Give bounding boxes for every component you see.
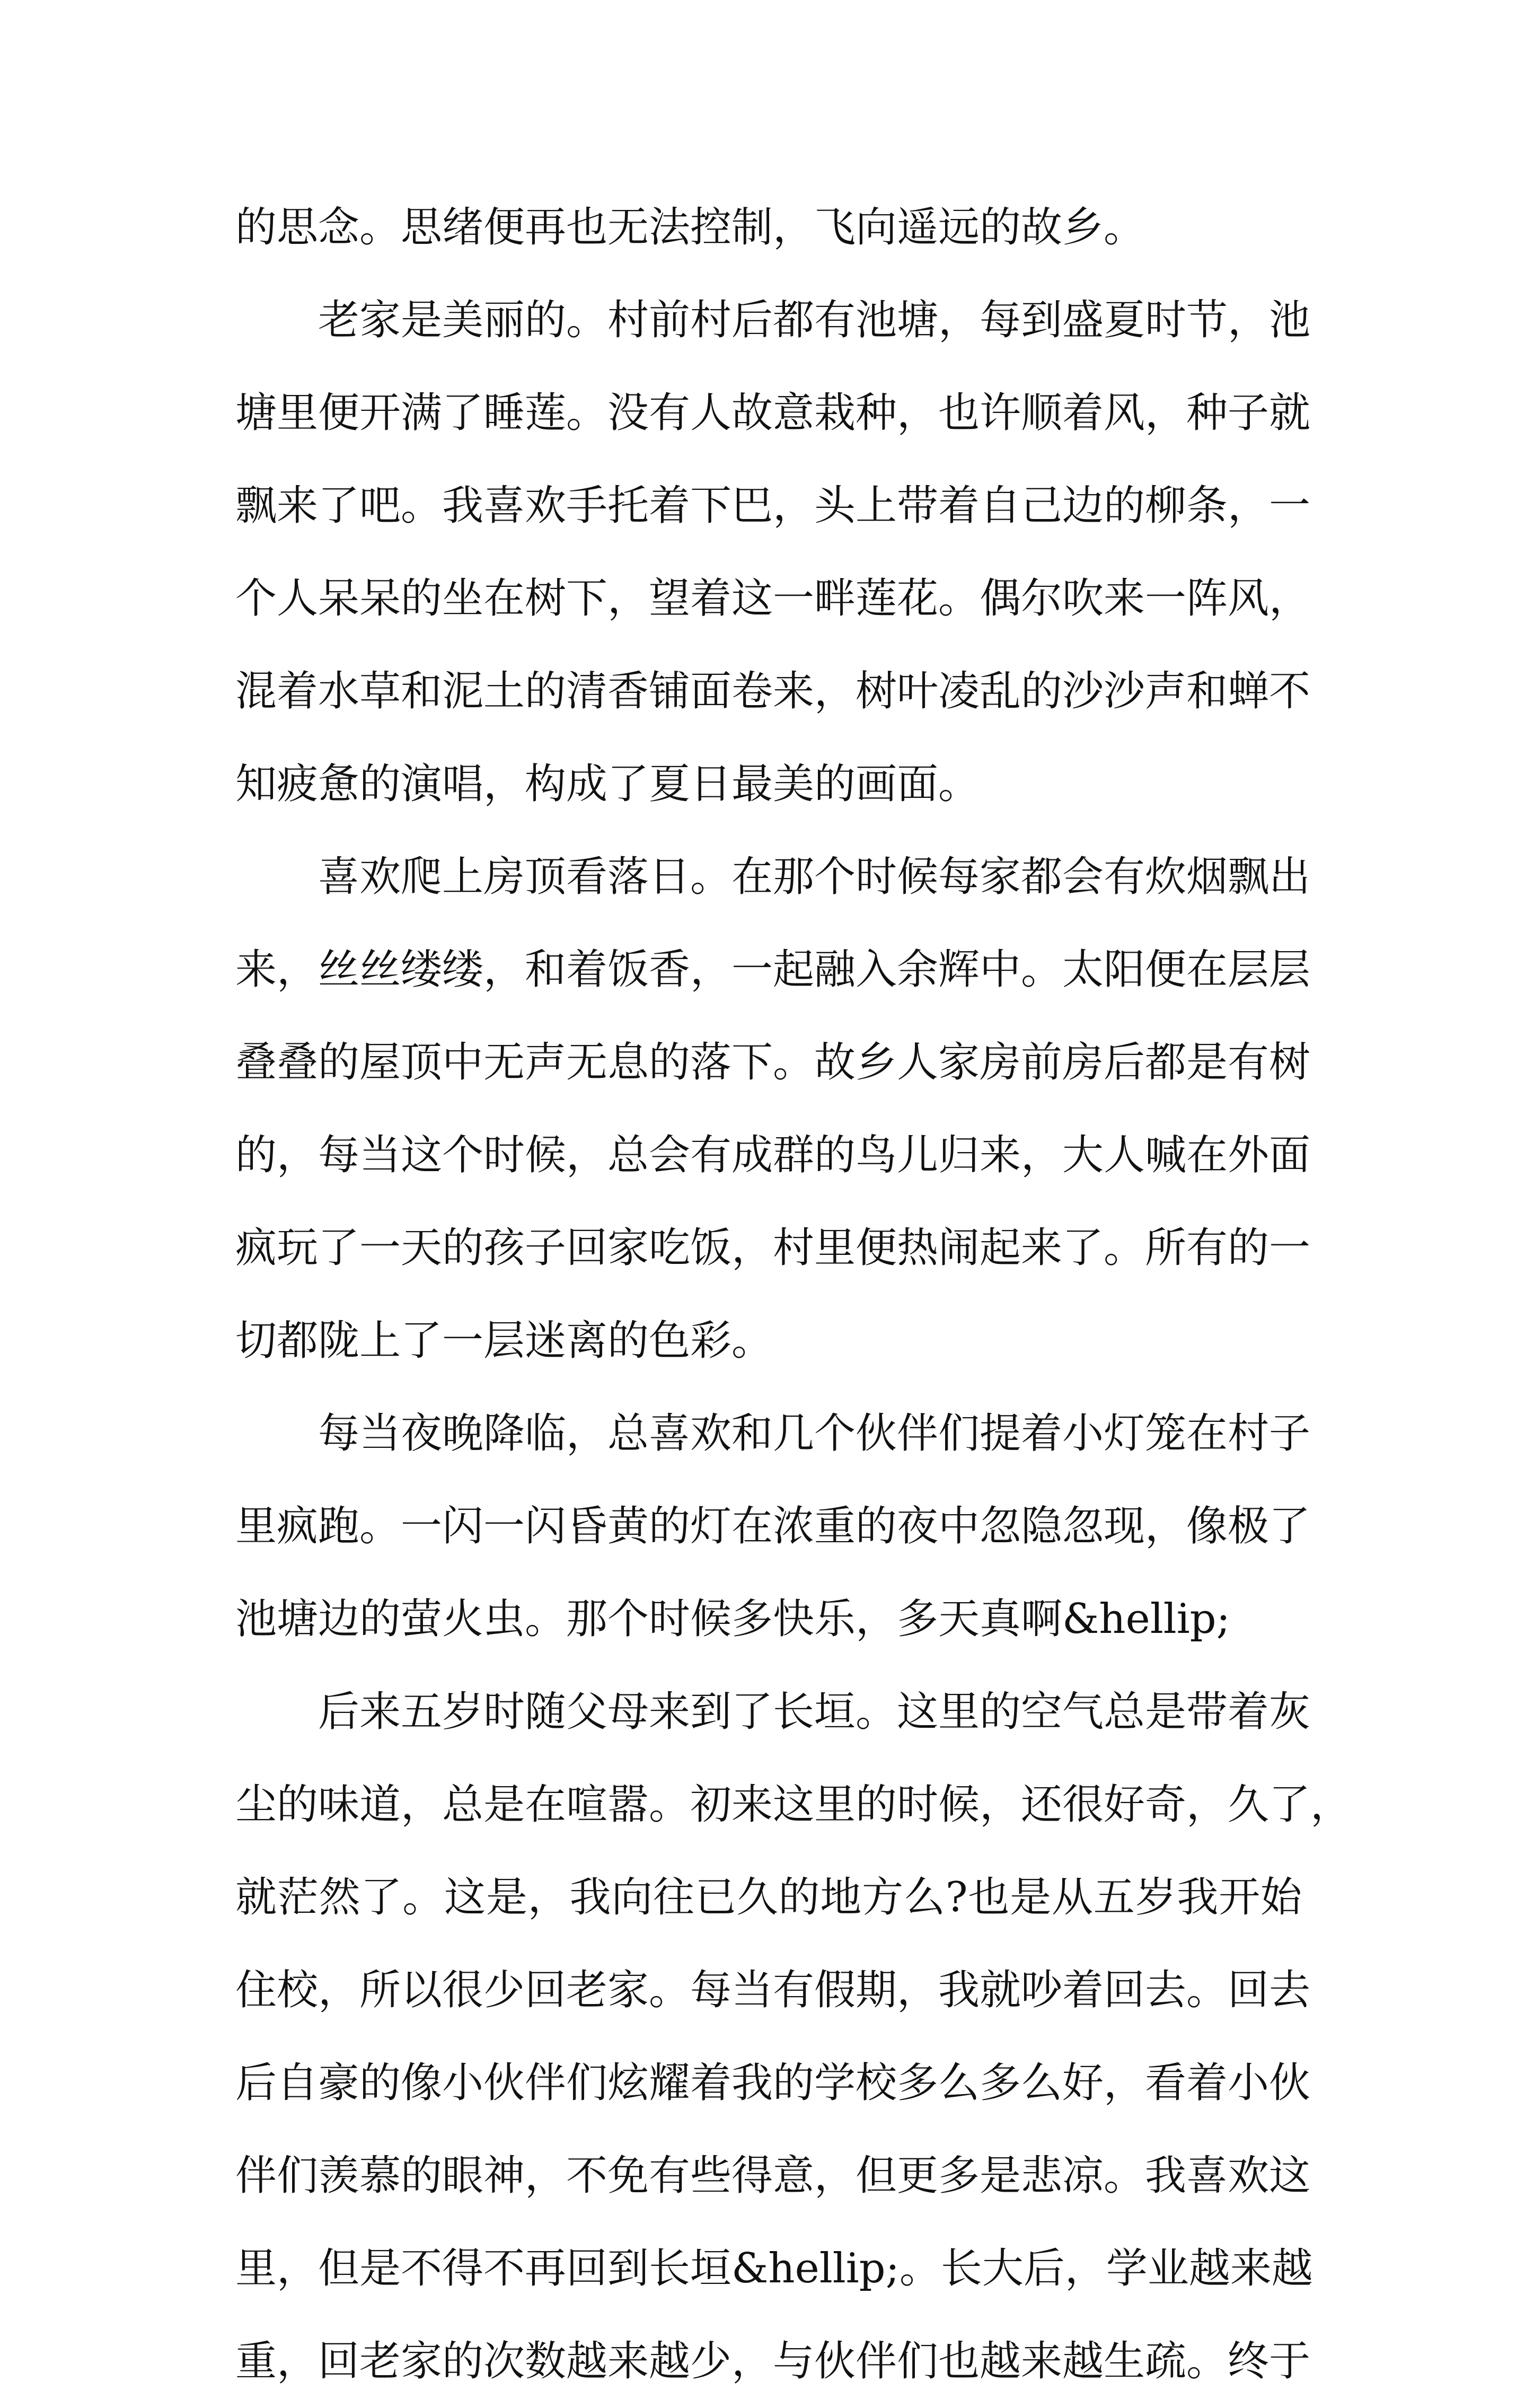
text-line: 住校，所以很少回老家。每当有假期，我就吵着回去。回去	[235, 1966, 1311, 2014]
text-line: 里疯跑。一闪一闪昏黄的灯在浓重的夜中忽隐忽现，像极了	[235, 1502, 1311, 1550]
text-line: 后来五岁时随父母来到了长垣。这里的空气总是带着灰	[318, 1688, 1311, 1736]
text-line: 喜欢爬上房顶看落日。在那个时候每家都会有炊烟飘出	[318, 853, 1311, 901]
text-line: 知疲惫的演唱，构成了夏日最美的画面。	[235, 760, 980, 808]
text-line: 来，丝丝缕缕，和着饭香，一起融入余辉中。太阳便在层层	[235, 946, 1311, 994]
text-line: 塘里便开满了睡莲。没有人故意栽种，也许顺着风，种子就	[235, 389, 1311, 437]
text-line: 切都陇上了一层迷离的色彩。	[235, 1317, 773, 1365]
text-line: 飘来了吧。我喜欢手托着下巴，头上带着自己边的柳条，一	[235, 482, 1311, 530]
text-line: 老家是美丽的。村前村后都有池塘，每到盛夏时节，池	[318, 296, 1311, 344]
text-line: 的思念。思绪便再也无法控制，飞向遥远的故乡。	[235, 204, 1145, 251]
text-line: 就茫然了。这是，我向往已久的地方么?也是从五岁我开始	[235, 1874, 1302, 1921]
text-line: 每当夜晚降临，总喜欢和几个伙伴们提着小灯笼在村子	[318, 1410, 1311, 1457]
text-line: 疯玩了一天的孩子回家吃饭，村里便热闹起来了。所有的一	[235, 1224, 1311, 1272]
text-line: 叠叠的屋顶中无声无息的落下。故乡人家房前房后都是有树	[235, 1039, 1311, 1086]
text-line: 混着水草和泥土的清香铺面卷来，树叶凌乱的沙沙声和蝉不	[235, 667, 1311, 715]
article-body	[235, 181, 1352, 2408]
text-line: 尘的味道，总是在喧嚣。初来这里的时候，还很好奇，久了，	[235, 1781, 1352, 1829]
text-line: 池塘边的萤火虫。那个时候多快乐，多天真啊&hellip;	[235, 1595, 1230, 1643]
text-line: 伴们羡慕的眼神，不免有些得意，但更多是悲凉。我喜欢这	[235, 2152, 1311, 2200]
text-line: 个人呆呆的坐在树下，望着这一畔莲花。偶尔吹来一阵风，	[235, 575, 1311, 622]
text-line: 后自豪的像小伙伴们炫耀着我的学校多么多么好，看着小伙	[235, 2059, 1311, 2107]
text-line: 的，每当这个时候，总会有成群的鸟儿归来，大人喊在外面	[235, 1131, 1311, 1179]
text-line: 重，回老家的次数越来越少，与伙伴们也越来越生疏。终于	[235, 2337, 1311, 2385]
text-line: 里，但是不得不再回到长垣&hellip;。长大后，学业越来越	[235, 2245, 1313, 2292]
